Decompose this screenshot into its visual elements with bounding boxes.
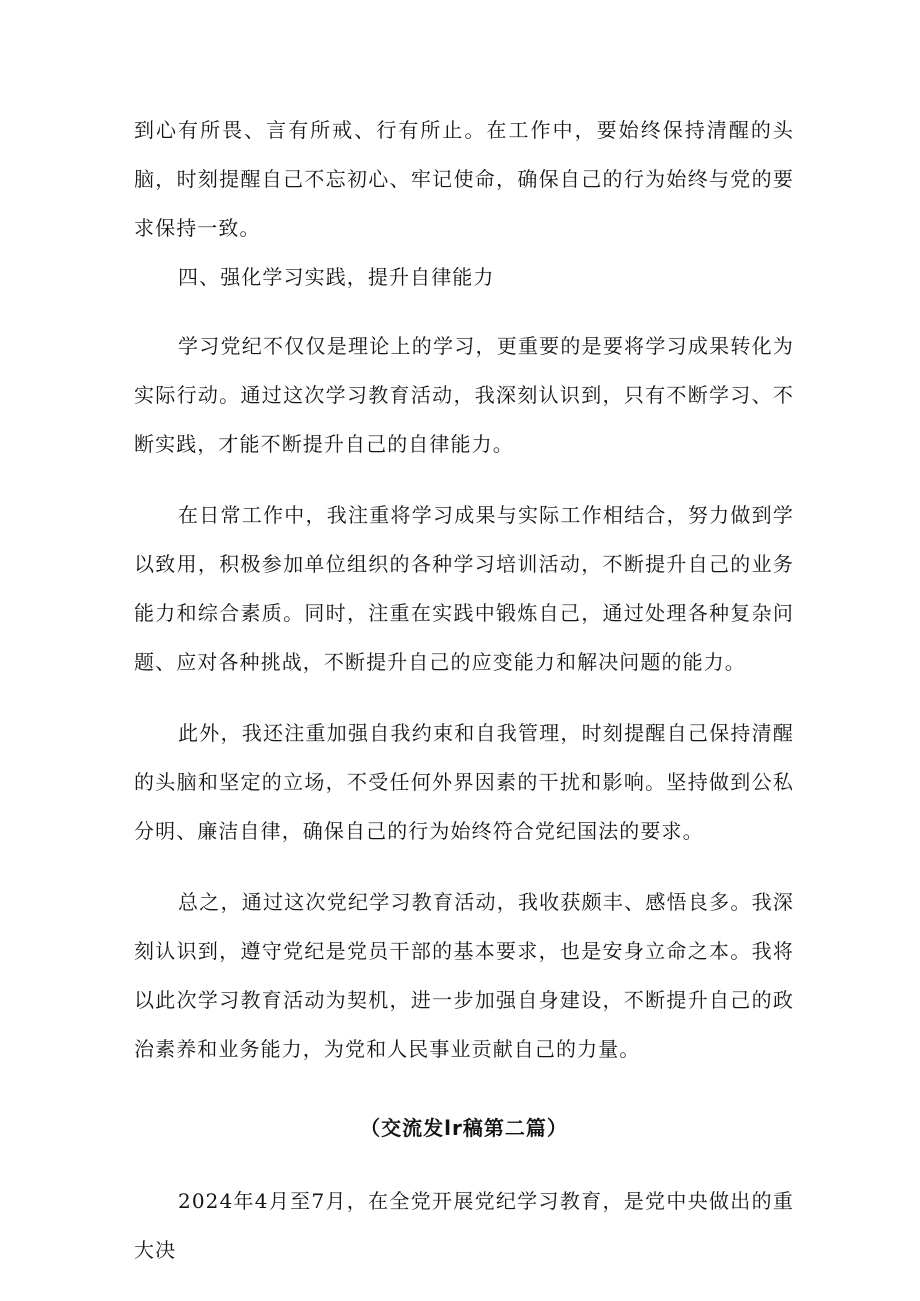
continuation-paragraph: 到心有所畏、言有所戒、行有所止。在工作中，要始终保持清醒的头脑，时刻提醒自己不忘初心、牢记使命，确保自己的行为始终与党的要求保持一致。 [134,118,794,240]
paragraph-study-practice: 学习党纪不仅仅是理论上的学习，更重要的是要将学习成果转化为实际行动。通过这次学习教育活动，我深刻认识到，只有不断学习、不断实践，才能不断提升自己的自律能力。 [134,334,794,456]
paragraph-daily-work: 在日常工作中，我注重将学习成果与实际工作相结合，努力做到学以致用，积极参加单位组织的各种学习培训活动，不断提升自己的业务能力和综合素质。同时，注重在实践中锻炼自己，通过处理各种复杂问题、应对各种挑战，不断提升自己的应变能力和解决问题的能力。 [134,503,794,674]
section-heading-4: 四、强化学习实践，提升自律能力 [178,265,495,289]
document-body [134,106,794,1275]
paragraph-part-two-opening: 2024年4月至7月，在全党开展党纪学习教育，是党中央做出的重大决 [134,1189,794,1262]
paragraph-self-discipline: 此外，我还注重加强自我约束和自我管理，时刻提醒自己保持清醒的头脑和坚定的立场，不受任何外界因素的干扰和影响。坚持做到公私分明、廉洁自律，确保自己的行为始终符合党纪国法的要求。 [134,721,794,843]
section-title-part-two: （交流发lr稿第二篇） [360,1116,568,1140]
paragraph-summary: 总之，通过这次党纪学习教育活动，我收获颇丰、感悟良多。我深刻认识到，遵守党纪是党员干部的基本要求，也是安身立命之本。我将以此次学习教育活动为契机，进一步加强自身建设，不断提升自己的政治素养和业务能力，为党和人民事业贡献自己的力量。 [134,890,794,1061]
